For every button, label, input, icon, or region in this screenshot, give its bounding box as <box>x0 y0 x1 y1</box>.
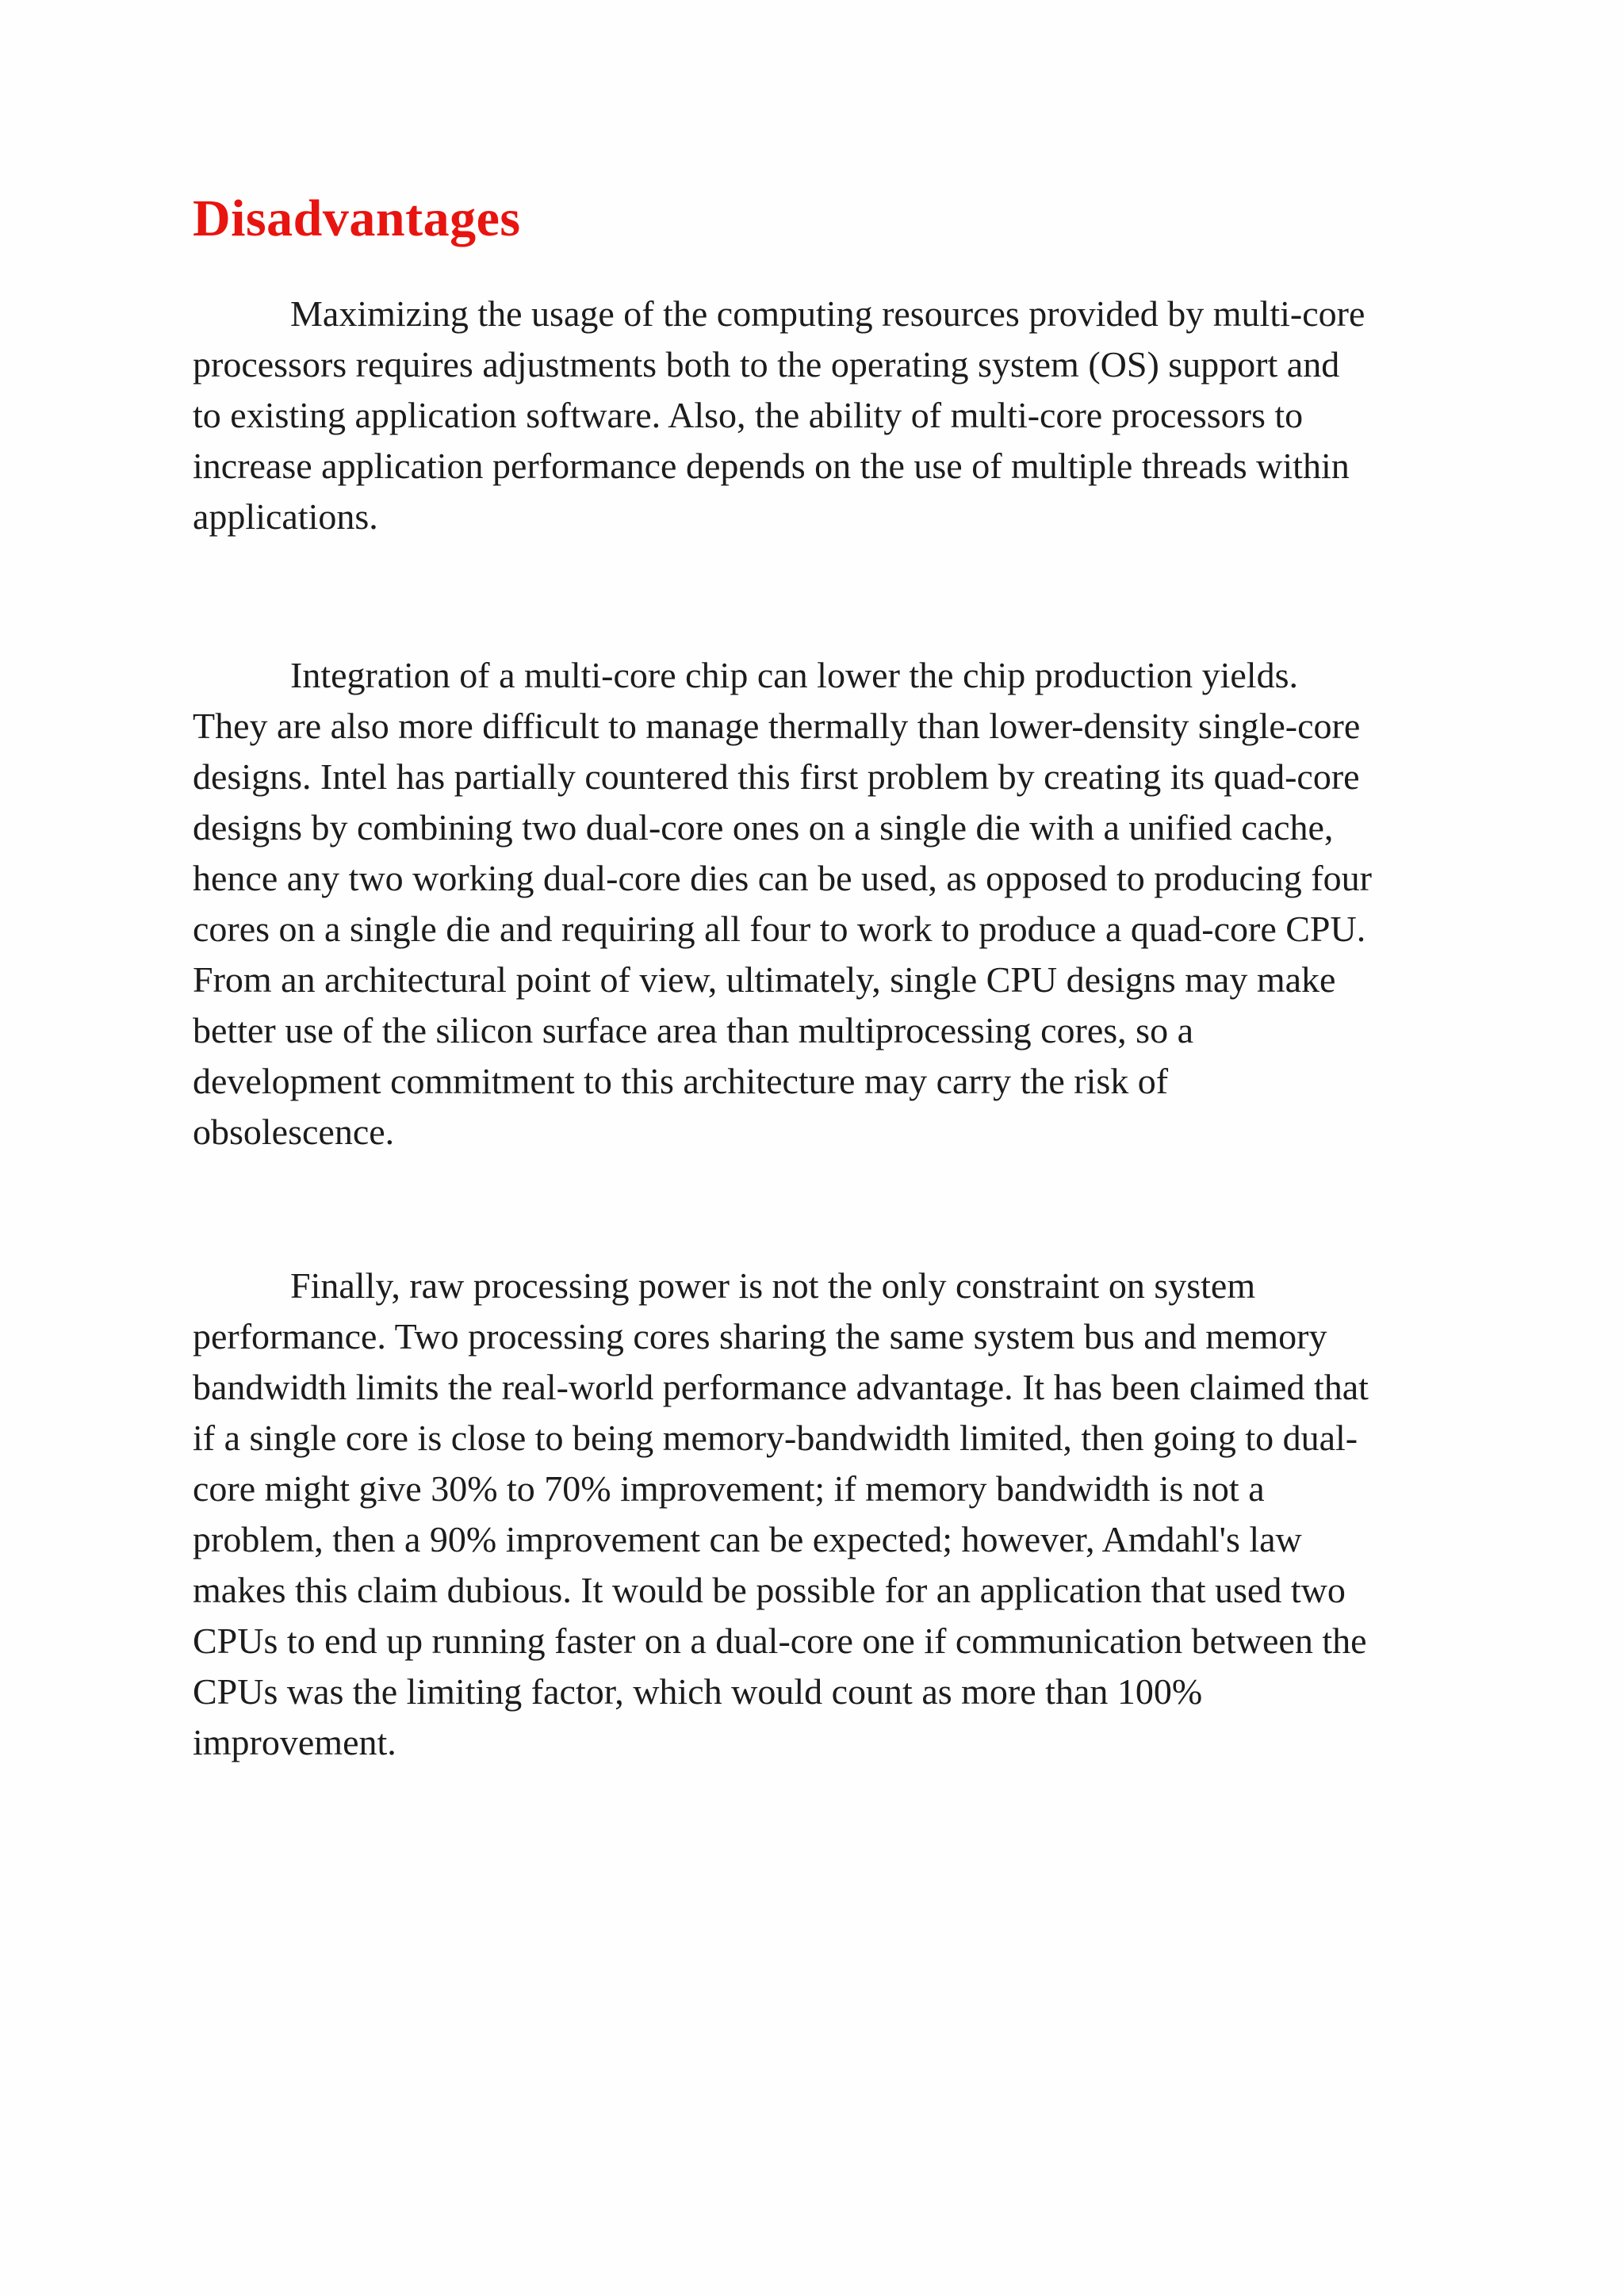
text-line: Integration of a multi-core chip can lower the chip production yields. <box>290 655 1298 695</box>
text-line: hence any two working dual-core dies can be used, as opposed to producing four <box>193 858 1372 898</box>
text-line: cores on a single die and requiring all four to work to produce a quad-core CPU. <box>193 909 1366 949</box>
text-line: problem, then a 90% improvement can be expected; however, Amdahl's law <box>193 1519 1302 1559</box>
text-line: designs by combining two dual-core ones on a single die with a unified cache, <box>193 807 1334 848</box>
text-line: Finally, raw processing power is not the only constraint on system <box>290 1265 1256 1306</box>
text-line: development commitment to this architecture may carry the risk of <box>193 1061 1169 1101</box>
text-line: CPUs was the limiting factor, which would count as more than 100% <box>193 1671 1203 1712</box>
text-line: designs. Intel has partially countered this first problem by creating its quad-core <box>193 756 1360 797</box>
text-line: Maximizing the usage of the computing resources provided by multi-core <box>290 293 1365 334</box>
text-line: to existing application software. Also, the ability of multi-core processors to <box>193 395 1304 435</box>
paragraph-1 <box>193 289 1446 542</box>
paragraph-3 <box>193 1261 1446 1768</box>
text-line: obsolescence. <box>193 1112 395 1152</box>
text-line: core might give 30% to 70% improvement; if memory bandwidth is not a <box>193 1468 1265 1509</box>
paragraph-2 <box>193 650 1446 1158</box>
text-line: if a single core is close to being memory-bandwidth limited, then going to dual- <box>193 1418 1358 1458</box>
text-line: increase application performance depends on the use of multiple threads within <box>193 446 1350 486</box>
text-line: processors requires adjustments both to the operating system (OS) support and <box>193 344 1340 385</box>
text-line: They are also more difficult to manage thermally than lower-density single-core <box>193 706 1361 746</box>
section-heading: Disadvantages <box>193 189 521 247</box>
text-line: applications. <box>193 496 378 537</box>
text-line: makes this claim dubious. It would be possible for an application that used two <box>193 1570 1346 1610</box>
text-line: performance. Two processing cores sharing the same system bus and memory <box>193 1316 1327 1357</box>
text-line: improvement. <box>193 1722 396 1762</box>
text-line: CPUs to end up running faster on a dual-core one if communication between the <box>193 1621 1367 1661</box>
text-line: better use of the silicon surface area than multiprocessing cores, so a <box>193 1010 1193 1050</box>
text-line: From an architectural point of view, ultimately, single CPU designs may make <box>193 959 1336 1000</box>
text-line: bandwidth limits the real-world performance advantage. It has been claimed that <box>193 1367 1369 1407</box>
